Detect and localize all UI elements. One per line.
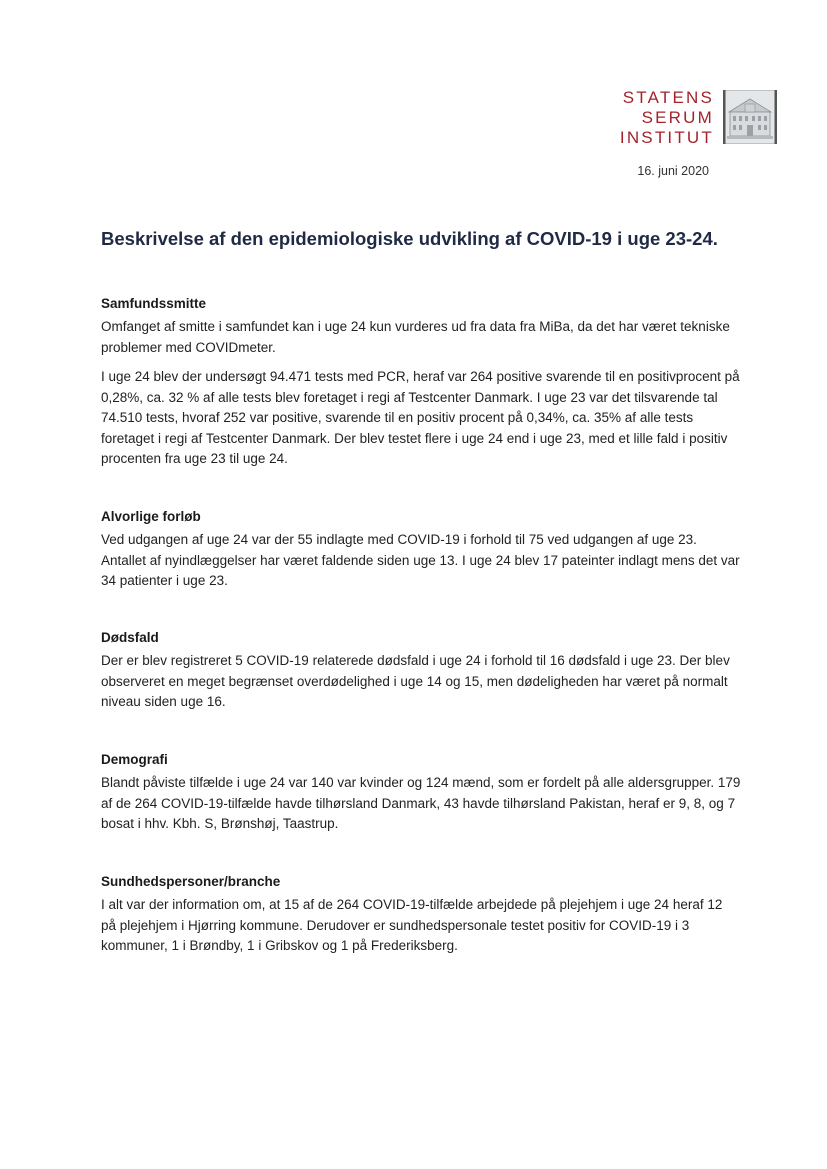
document-title: Beskrivelse af den epidemiologiske udvikling af COVID-19 i uge 23-24. — [101, 228, 718, 249]
section-paragraph: I uge 24 blev der undersøgt 94.471 tests med PCR, heraf var 264 positive svarende til en positivprocent på 0,28%, ca. 32 % af alle tests blev foretaget i regi af Testcenter Danmark. I uge 23 var det tilsvarende tal 74.510 tests, hvoraf 252 var positive, svarende til en positiv procent på 0,34%, ca. 35% af alle tests foretaget i regi af Testcenter Danmark. Der blev testet flere i uge 24 end i uge 23, med et lille fald i positiv procenten fra uge 23 til uge 24. — [101, 369, 740, 466]
section-paragraph: Der er blev registreret 5 COVID-19 relaterede dødsfald i uge 24 i forhold til 16 dødsfald i uge 23. Der blev observeret en meget begrænset overdødelighed i uge 14 og 15, men dødeligheden har været på normalt niveau siden uge 16. — [101, 653, 730, 709]
section-paragraph: Blandt påviste tilfælde i uge 24 var 140 var kvinder og 124 mænd, som er fordelt på alle aldersgrupper. 179 af de 264 COVID-19-tilfælde havde tilhørsland Danmark, 43 havde tilhørsland Pakistan, heraf er 9, 8, og 7 bosat i hhv. Kbh. S, Brønshøj, Taastrup. — [101, 775, 741, 831]
section-paragraph: Ved udgangen af uge 24 var der 55 indlagte med COVID-19 i forhold til 75 ved udgangen af uge 23. Antallet af nyindlæggelser har været faldende siden uge 13. I uge 24 blev 17 pateinter indlagt mens det var 34 patienter i uge 23. — [101, 532, 740, 588]
section-heading: Demografi — [101, 752, 168, 767]
logo-line-institut: INSTITUT — [619, 128, 714, 147]
document-date: 16. juni 2020 — [637, 164, 709, 178]
section-dodsfald — [101, 629, 741, 722]
section-demografi — [101, 751, 741, 844]
section-heading: Samfundssmitte — [101, 296, 207, 311]
section-samfundssmitte — [101, 295, 741, 479]
logo-line-statens: STATENS — [622, 88, 714, 107]
logo-line-serum: SERUM — [641, 108, 714, 127]
section-heading: Alvorlige forløb — [101, 509, 201, 524]
building-icon — [723, 90, 777, 144]
institution-logo — [600, 88, 780, 148]
section-heading: Sundhedspersoner/branche — [101, 874, 281, 889]
logo-wordmark — [620, 88, 714, 148]
section-sundhedspersoner — [101, 873, 741, 966]
section-paragraph: I alt var der information om, at 15 af de 264 COVID-19-tilfælde arbejdede på plejehjem i uge 24 heraf 12 på plejehjem i Hjørring kommune. Derudover er sundhedspersonale testet positiv for COVID-19 i 3 kommuner, 1 i Brøndby, 1 i Gribskov og 1 på Frederiksberg. — [101, 897, 723, 953]
section-paragraph: Omfanget af smitte i samfundet kan i uge 24 kun vurderes ud fra data fra MiBa, da det har været tekniske problemer med COVIDmeter. — [101, 319, 730, 355]
section-heading: Dødsfald — [101, 630, 159, 645]
section-alvorlige-forlob — [101, 508, 741, 601]
